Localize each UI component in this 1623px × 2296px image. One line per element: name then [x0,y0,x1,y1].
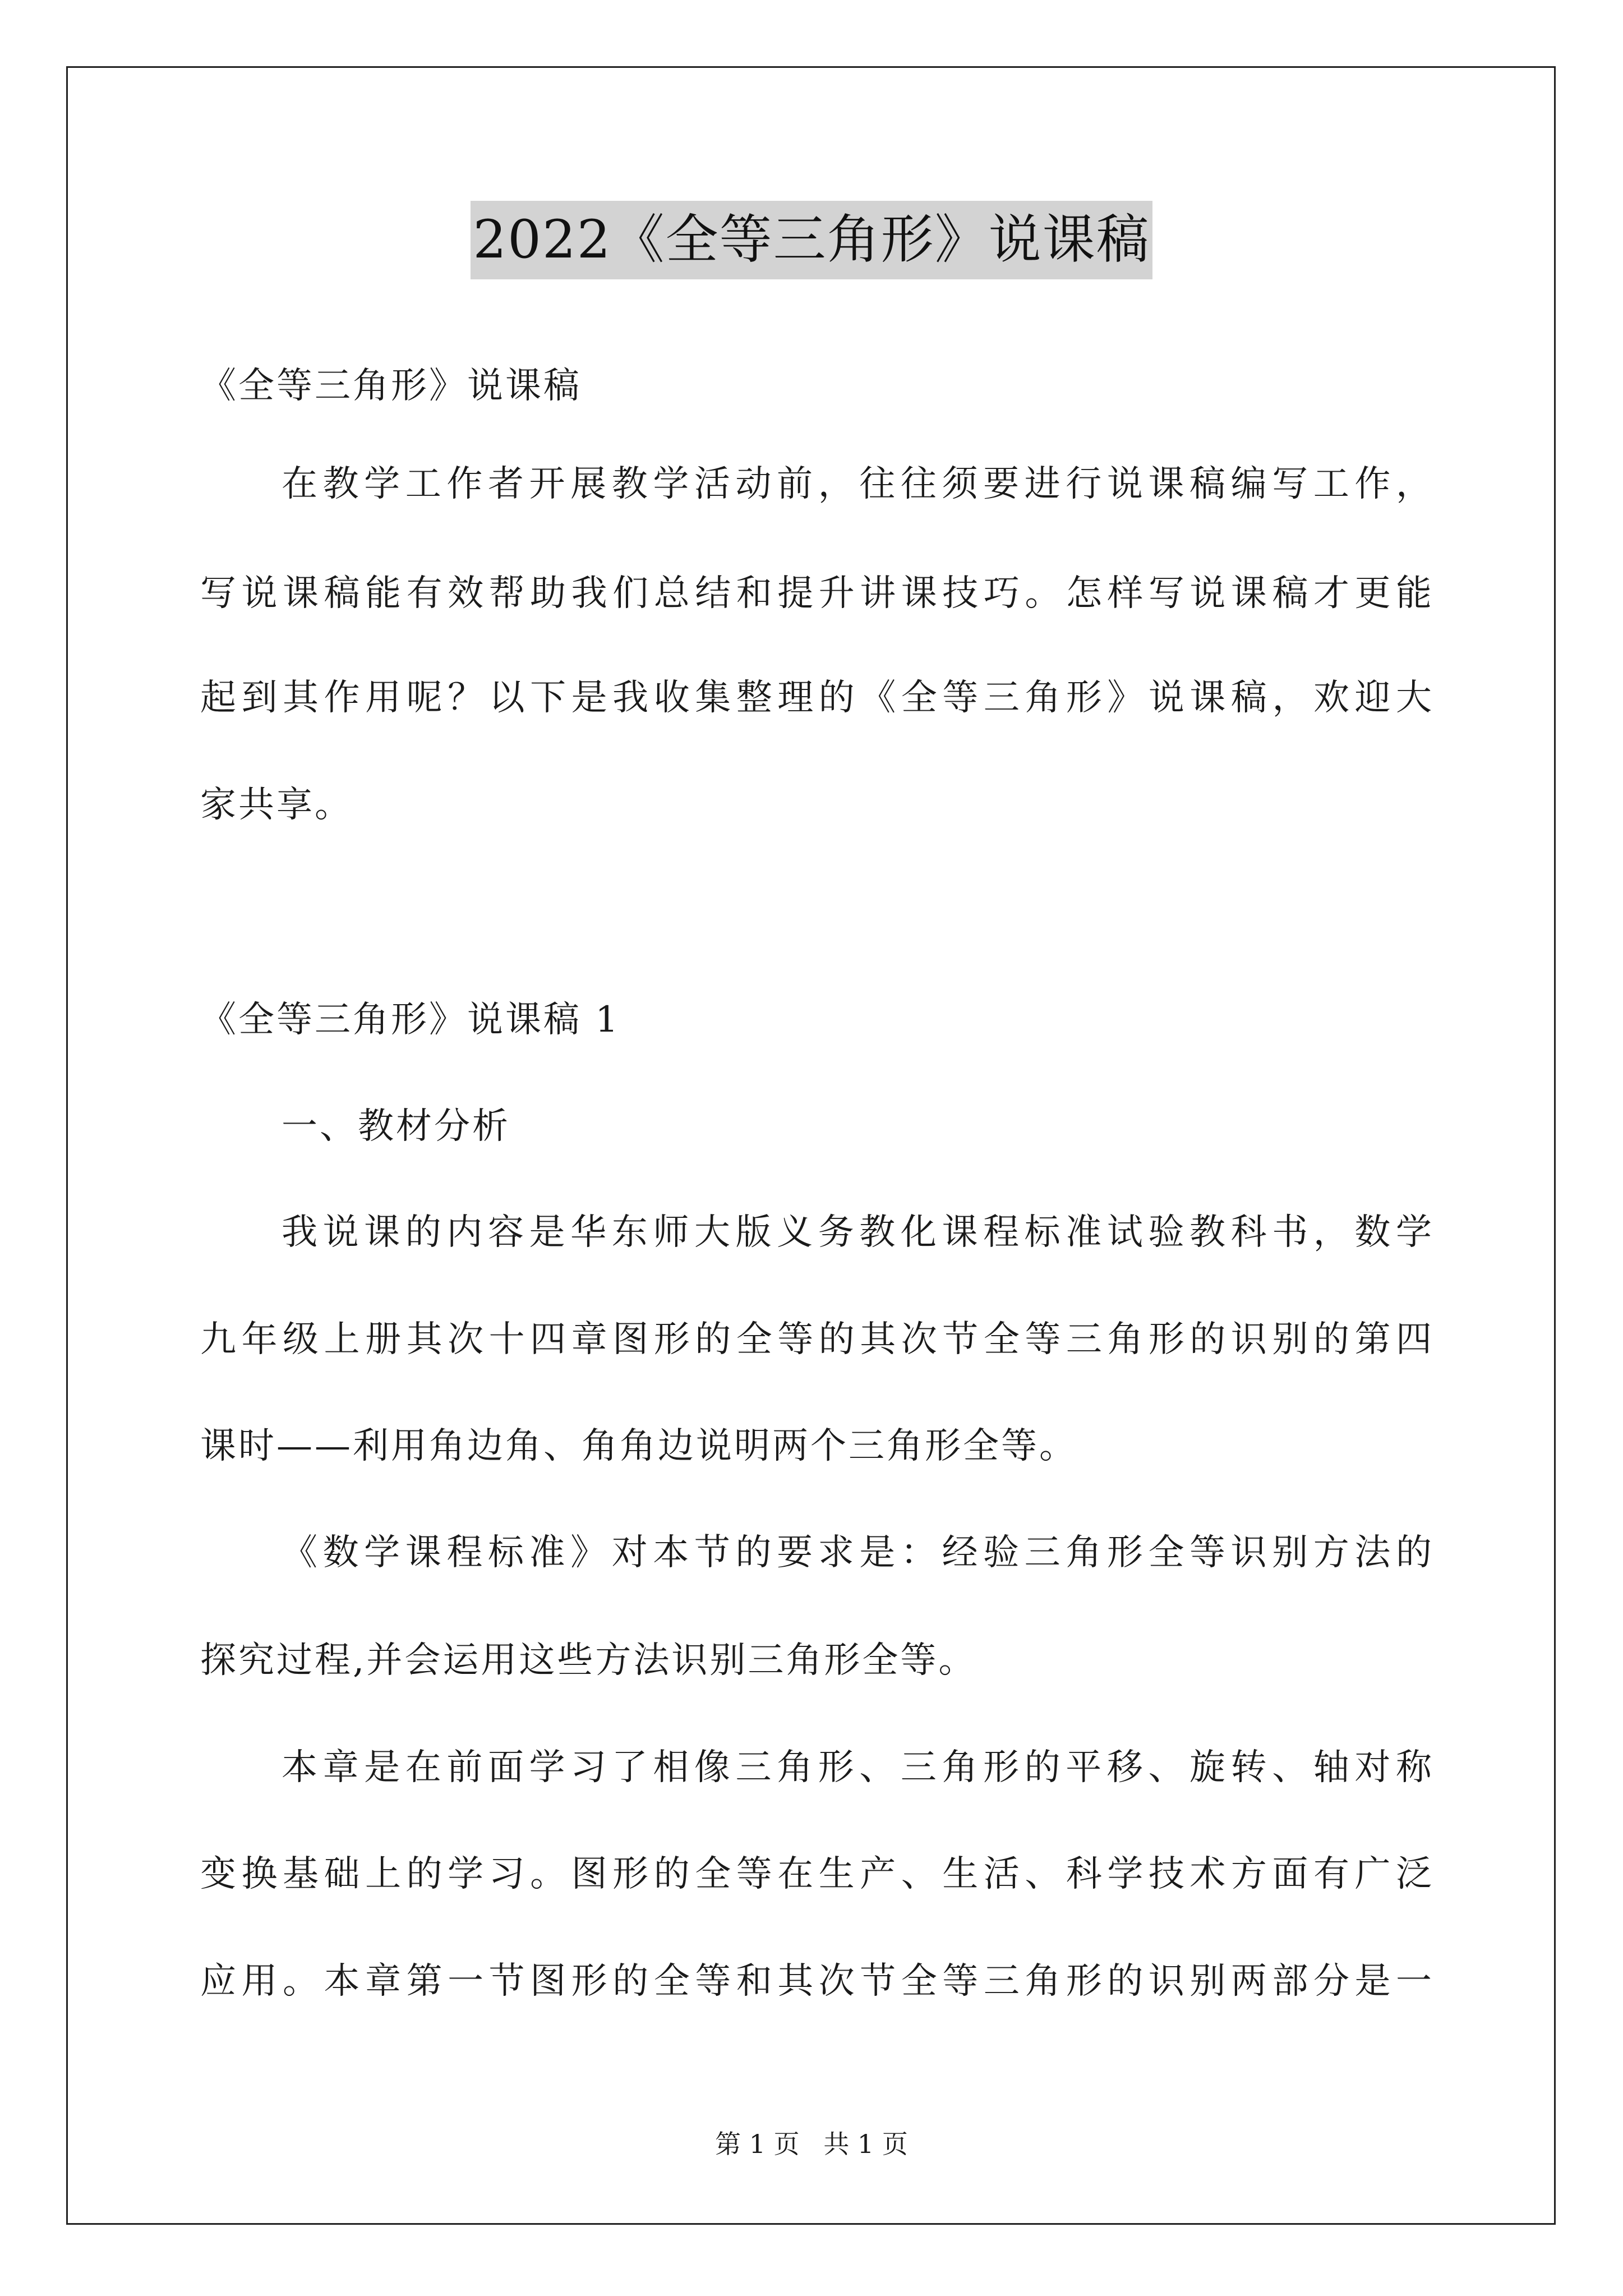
paragraph-line: 写说课稿能有效帮助我们总结和提升讲课技巧。怎样写说课稿才更能 [200,573,1434,614]
subsection-heading: 一、教材分析 [282,1106,510,1147]
paragraph-line: 应用。本章第一节图形的全等和其次节全等三角形的识别两部分是一 [200,1961,1434,2002]
section-heading: 《全等三角形》说课稿 1 [200,999,621,1041]
page-footer [0,2127,1623,2161]
page-total: 共 1 页 [823,2129,908,2159]
paragraph-line: 本章是在前面学习了相像三角形、三角形的平移、旋转、轴对称 [282,1747,1434,1788]
subtitle: 《全等三角形》说课稿 [200,365,582,407]
paragraph-line: 起到其作用呢？以下是我收集整理的《全等三角形》说课稿，欢迎大 [200,677,1434,719]
paragraph-line: 探究过程,并会运用这些方法识别三角形全等。 [200,1640,977,1681]
paragraph-line: 课时——利用角边角、角角边说明两个三角形全等。 [200,1425,1077,1467]
paragraph-line: 在教学工作者开展教学活动前，往往须要进行说课稿编写工作， [282,463,1434,505]
paragraph-line: 变换基础上的学习。图形的全等在生产、生活、科学技术方面有广泛 [200,1853,1434,1895]
document-title: 2022《全等三角形》说课稿 [471,201,1152,279]
paragraph-line: 家共享。 [200,784,353,826]
title-container [0,201,1623,279]
paragraph-line: 《数学课程标准》对本节的要求是：经验三角形全等识别方法的 [282,1532,1434,1573]
page-number: 第 1 页 [715,2129,800,2159]
paragraph-line: 九年级上册其次十四章图形的全等的其次节全等三角形的识别的第四 [200,1319,1434,1360]
paragraph-line: 我说课的内容是华东师大版义务教化课程标准试验教科书，数学 [282,1212,1434,1253]
